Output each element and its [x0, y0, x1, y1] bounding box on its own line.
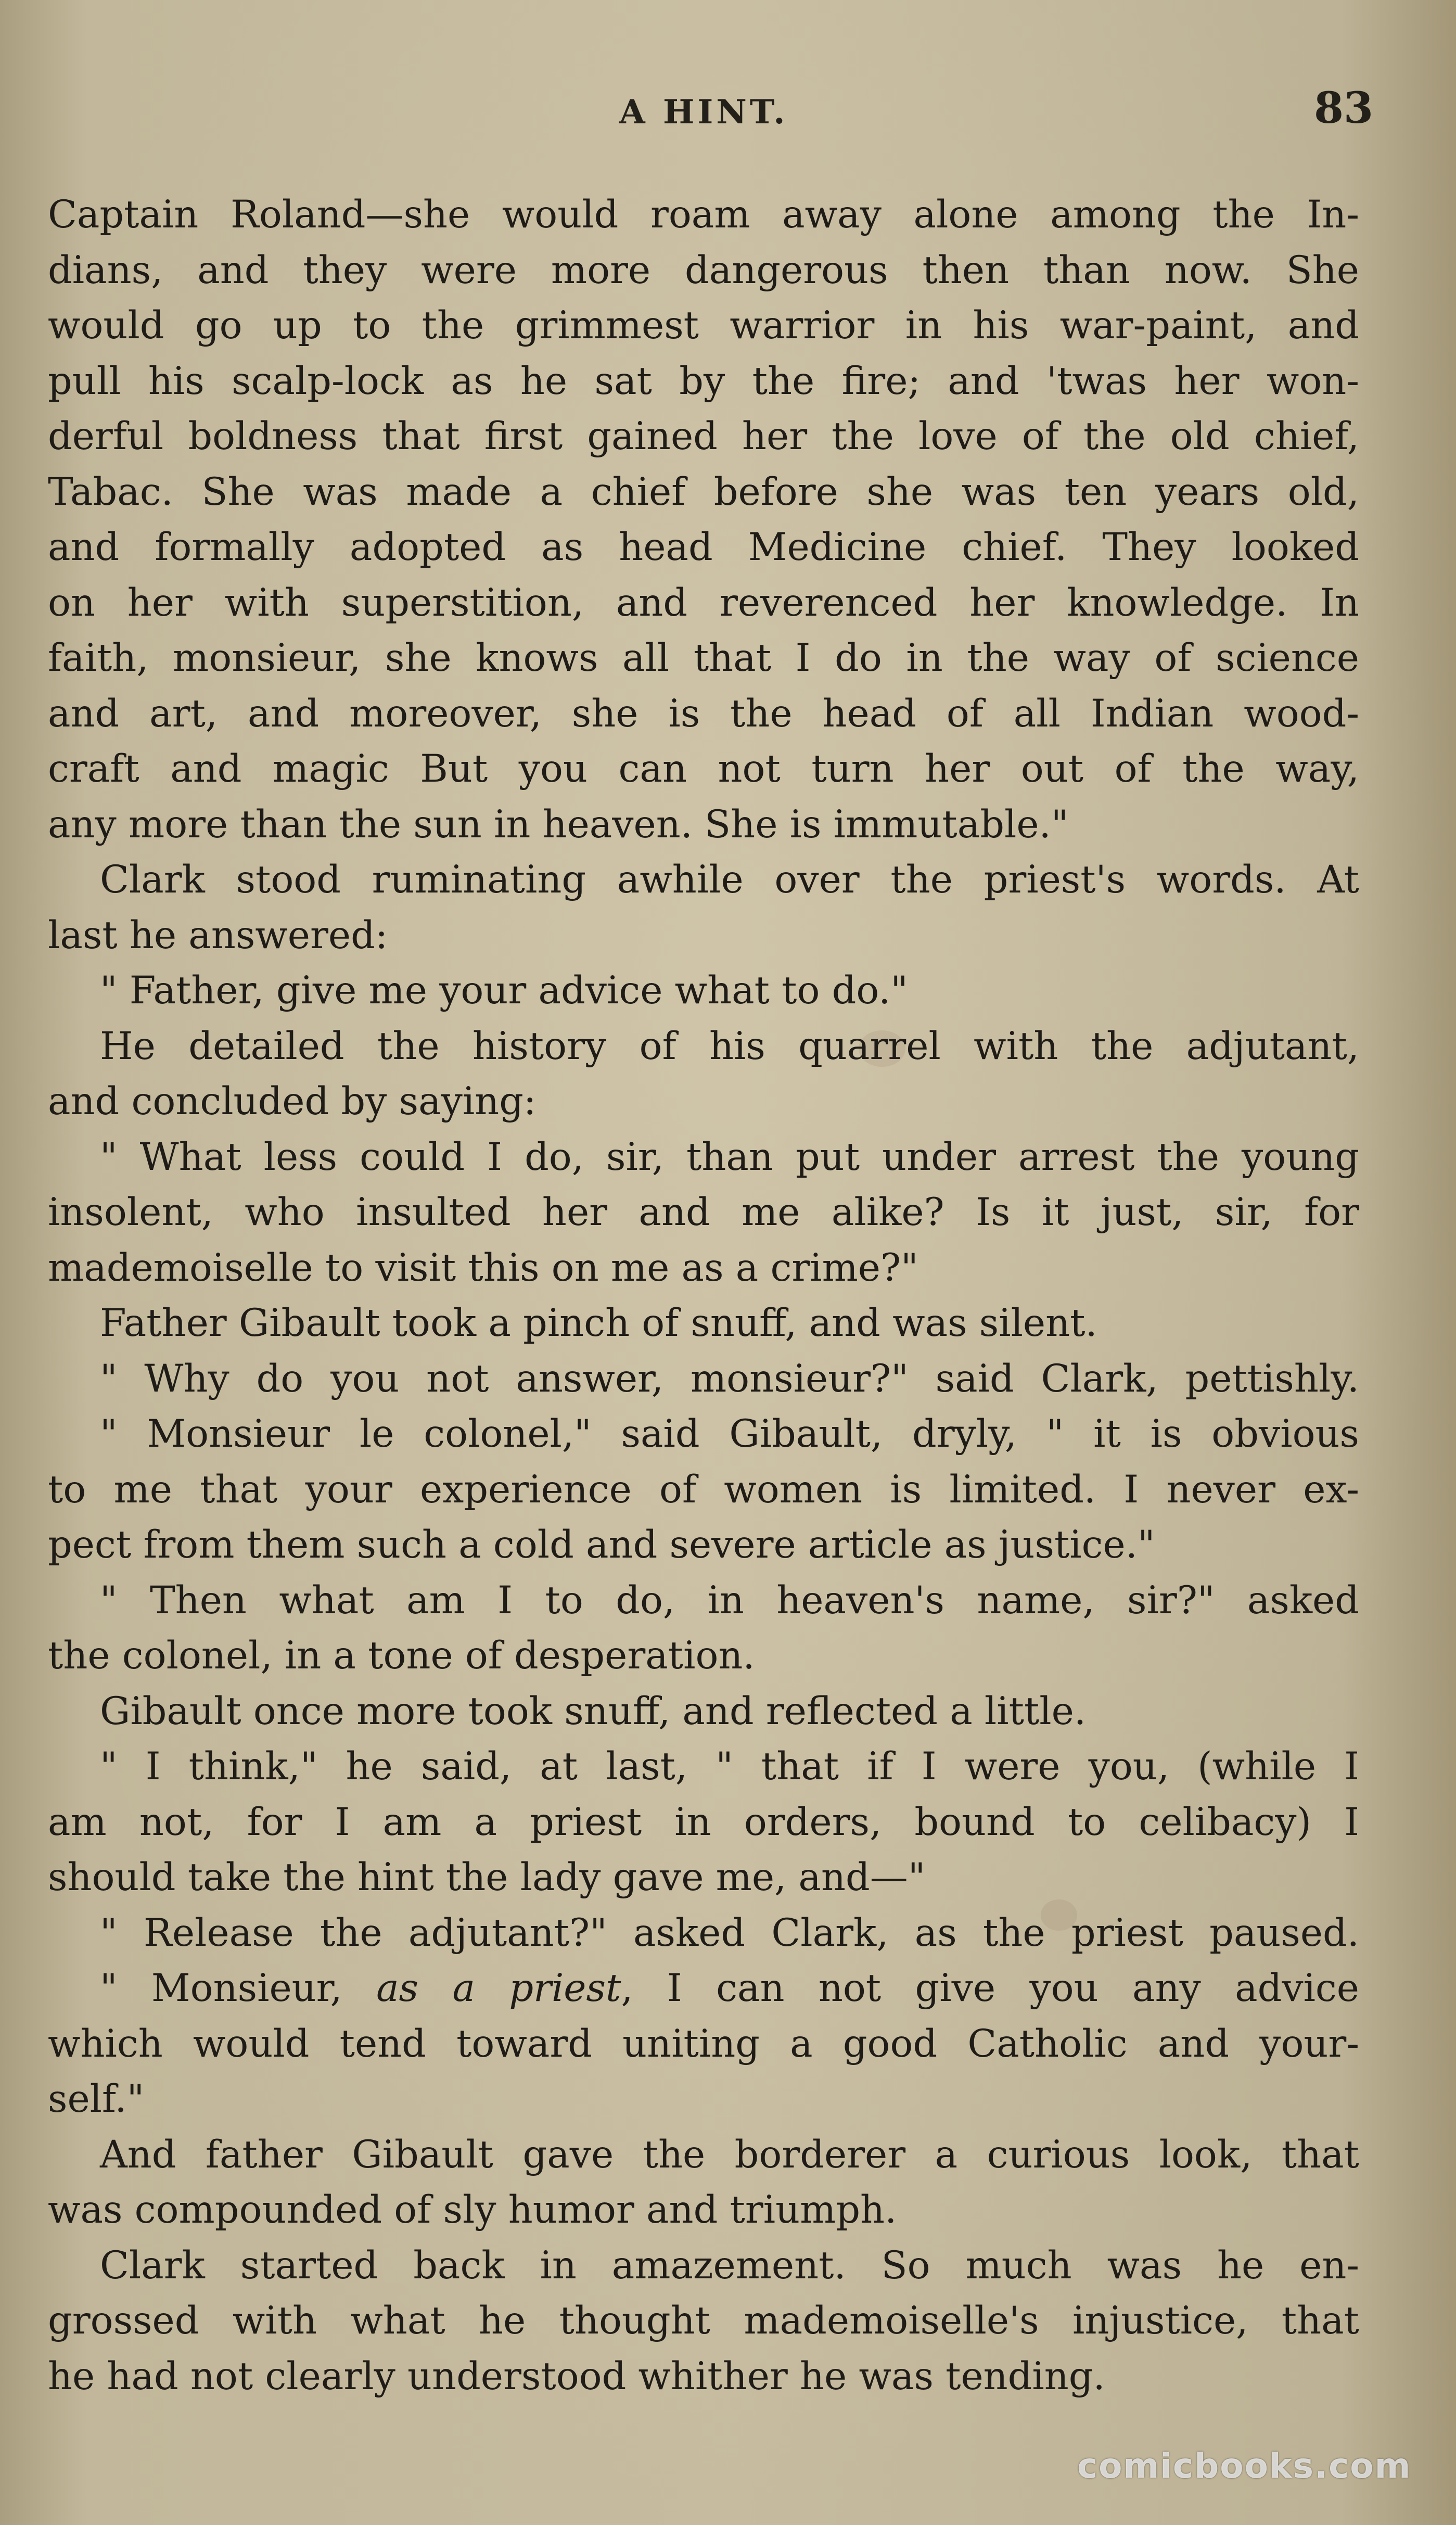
text-line: to me that your experience of women is limited. I never ex- [48, 1467, 1359, 1512]
text-line: And father Gibault gave the borderer a curious look, that [100, 2132, 1359, 2177]
text-line: and concluded by saying: [48, 1079, 537, 1124]
italic-text-run: as a priest [376, 1966, 621, 2010]
text-line: craft and magic But you can not turn her out of the way, [48, 747, 1359, 791]
text-line: would go up to the grimmest warrior in his war-paint, and [48, 303, 1359, 348]
page-number: 83 [1314, 83, 1374, 133]
text-run: " Monsieur, [100, 1966, 377, 2010]
text-line: insolent, who insulted her and me alike? Is it just, sir, for [48, 1190, 1359, 1234]
text-line: was compounded of sly humor and triumph. [48, 2188, 897, 2232]
text-line: on her with superstition, and reverenced her knowledge. In [48, 580, 1359, 625]
text-line: and formally adopted as head Medicine chief. They looked [48, 525, 1359, 569]
text-line: Clark started back in amazement. So much was he en- [100, 2243, 1359, 2288]
text-line: Captain Roland—she would roam away alone among the In- [48, 193, 1359, 237]
text-line: the colonel, in a tone of desperation. [48, 1634, 755, 1678]
text-line: grossed with what he thought mademoiselle's injustice, that [48, 2299, 1359, 2343]
page-header-title: A HINT. [619, 93, 788, 132]
text-line: self." [48, 2077, 145, 2121]
text-line: " What less could I do, sir, than put under arrest the young [100, 1134, 1359, 1179]
text-line: mademoiselle to visit this on me as a crime?" [48, 1245, 918, 1290]
text-line: am not, for I am a priest in orders, bound to celibacy) I [48, 1800, 1359, 1844]
text-line: " I think," he said, at last, " that if I were you, (while I [100, 1744, 1359, 1789]
text-line: Father Gibault took a pinch of snuff, and was silent. [100, 1301, 1097, 1345]
text-line: faith, monsieur, she knows all that I do in the way of science [48, 636, 1359, 680]
text-line: dians, and they were more dangerous then than now. She [48, 248, 1359, 292]
text-line: He detailed the history of his quarrel with the adjutant, [100, 1024, 1359, 1068]
text-line: " Father, give me your advice what to do." [100, 968, 908, 1013]
text-line: any more than the sun in heaven. She is immutable." [48, 802, 1069, 847]
text-line: " Release the adjutant?" asked Clark, as the priest paused. [100, 1910, 1359, 1955]
text-line: which would tend toward uniting a good Catholic and your- [48, 2021, 1359, 2066]
text-line: last he answered: [48, 913, 388, 958]
text-line: derful boldness that first gained her the love of the old chief, [48, 414, 1359, 458]
text-line: Tabac. She was made a chief before she was ten years old, [48, 469, 1359, 514]
body-text [48, 187, 1359, 2404]
watermark-text: comicbooks.com [1077, 2446, 1412, 2486]
text-line: pull his scalp-lock as he sat by the fire; and 'twas her won- [48, 359, 1359, 403]
text-line: " Monsieur le colonel," said Gibault, dryly, " it is obvious [100, 1412, 1359, 1456]
text-line: Gibault once more took snuff, and reflected a little. [100, 1689, 1087, 1733]
running-head [0, 83, 1456, 141]
text-line: pect from them such a cold and severe article as justice." [48, 1523, 1155, 1567]
text-line: and art, and moreover, she is the head of all Indian wood- [48, 691, 1359, 736]
text-line: " Then what am I to do, in heaven's name, sir?" asked [100, 1578, 1359, 1623]
text-run: , I can not give you any advice [621, 1966, 1359, 2010]
text-line [48, 1961, 1359, 2017]
text-line: he had not clearly understood whither he was tending. [48, 2354, 1105, 2399]
text-line: " Why do you not answer, monsieur?" said Clark, pettishly. [100, 1356, 1359, 1401]
text-line: should take the hint the lady gave me, and—" [48, 1855, 926, 1899]
text-line: Clark stood ruminating awhile over the priest's words. At [100, 858, 1359, 902]
